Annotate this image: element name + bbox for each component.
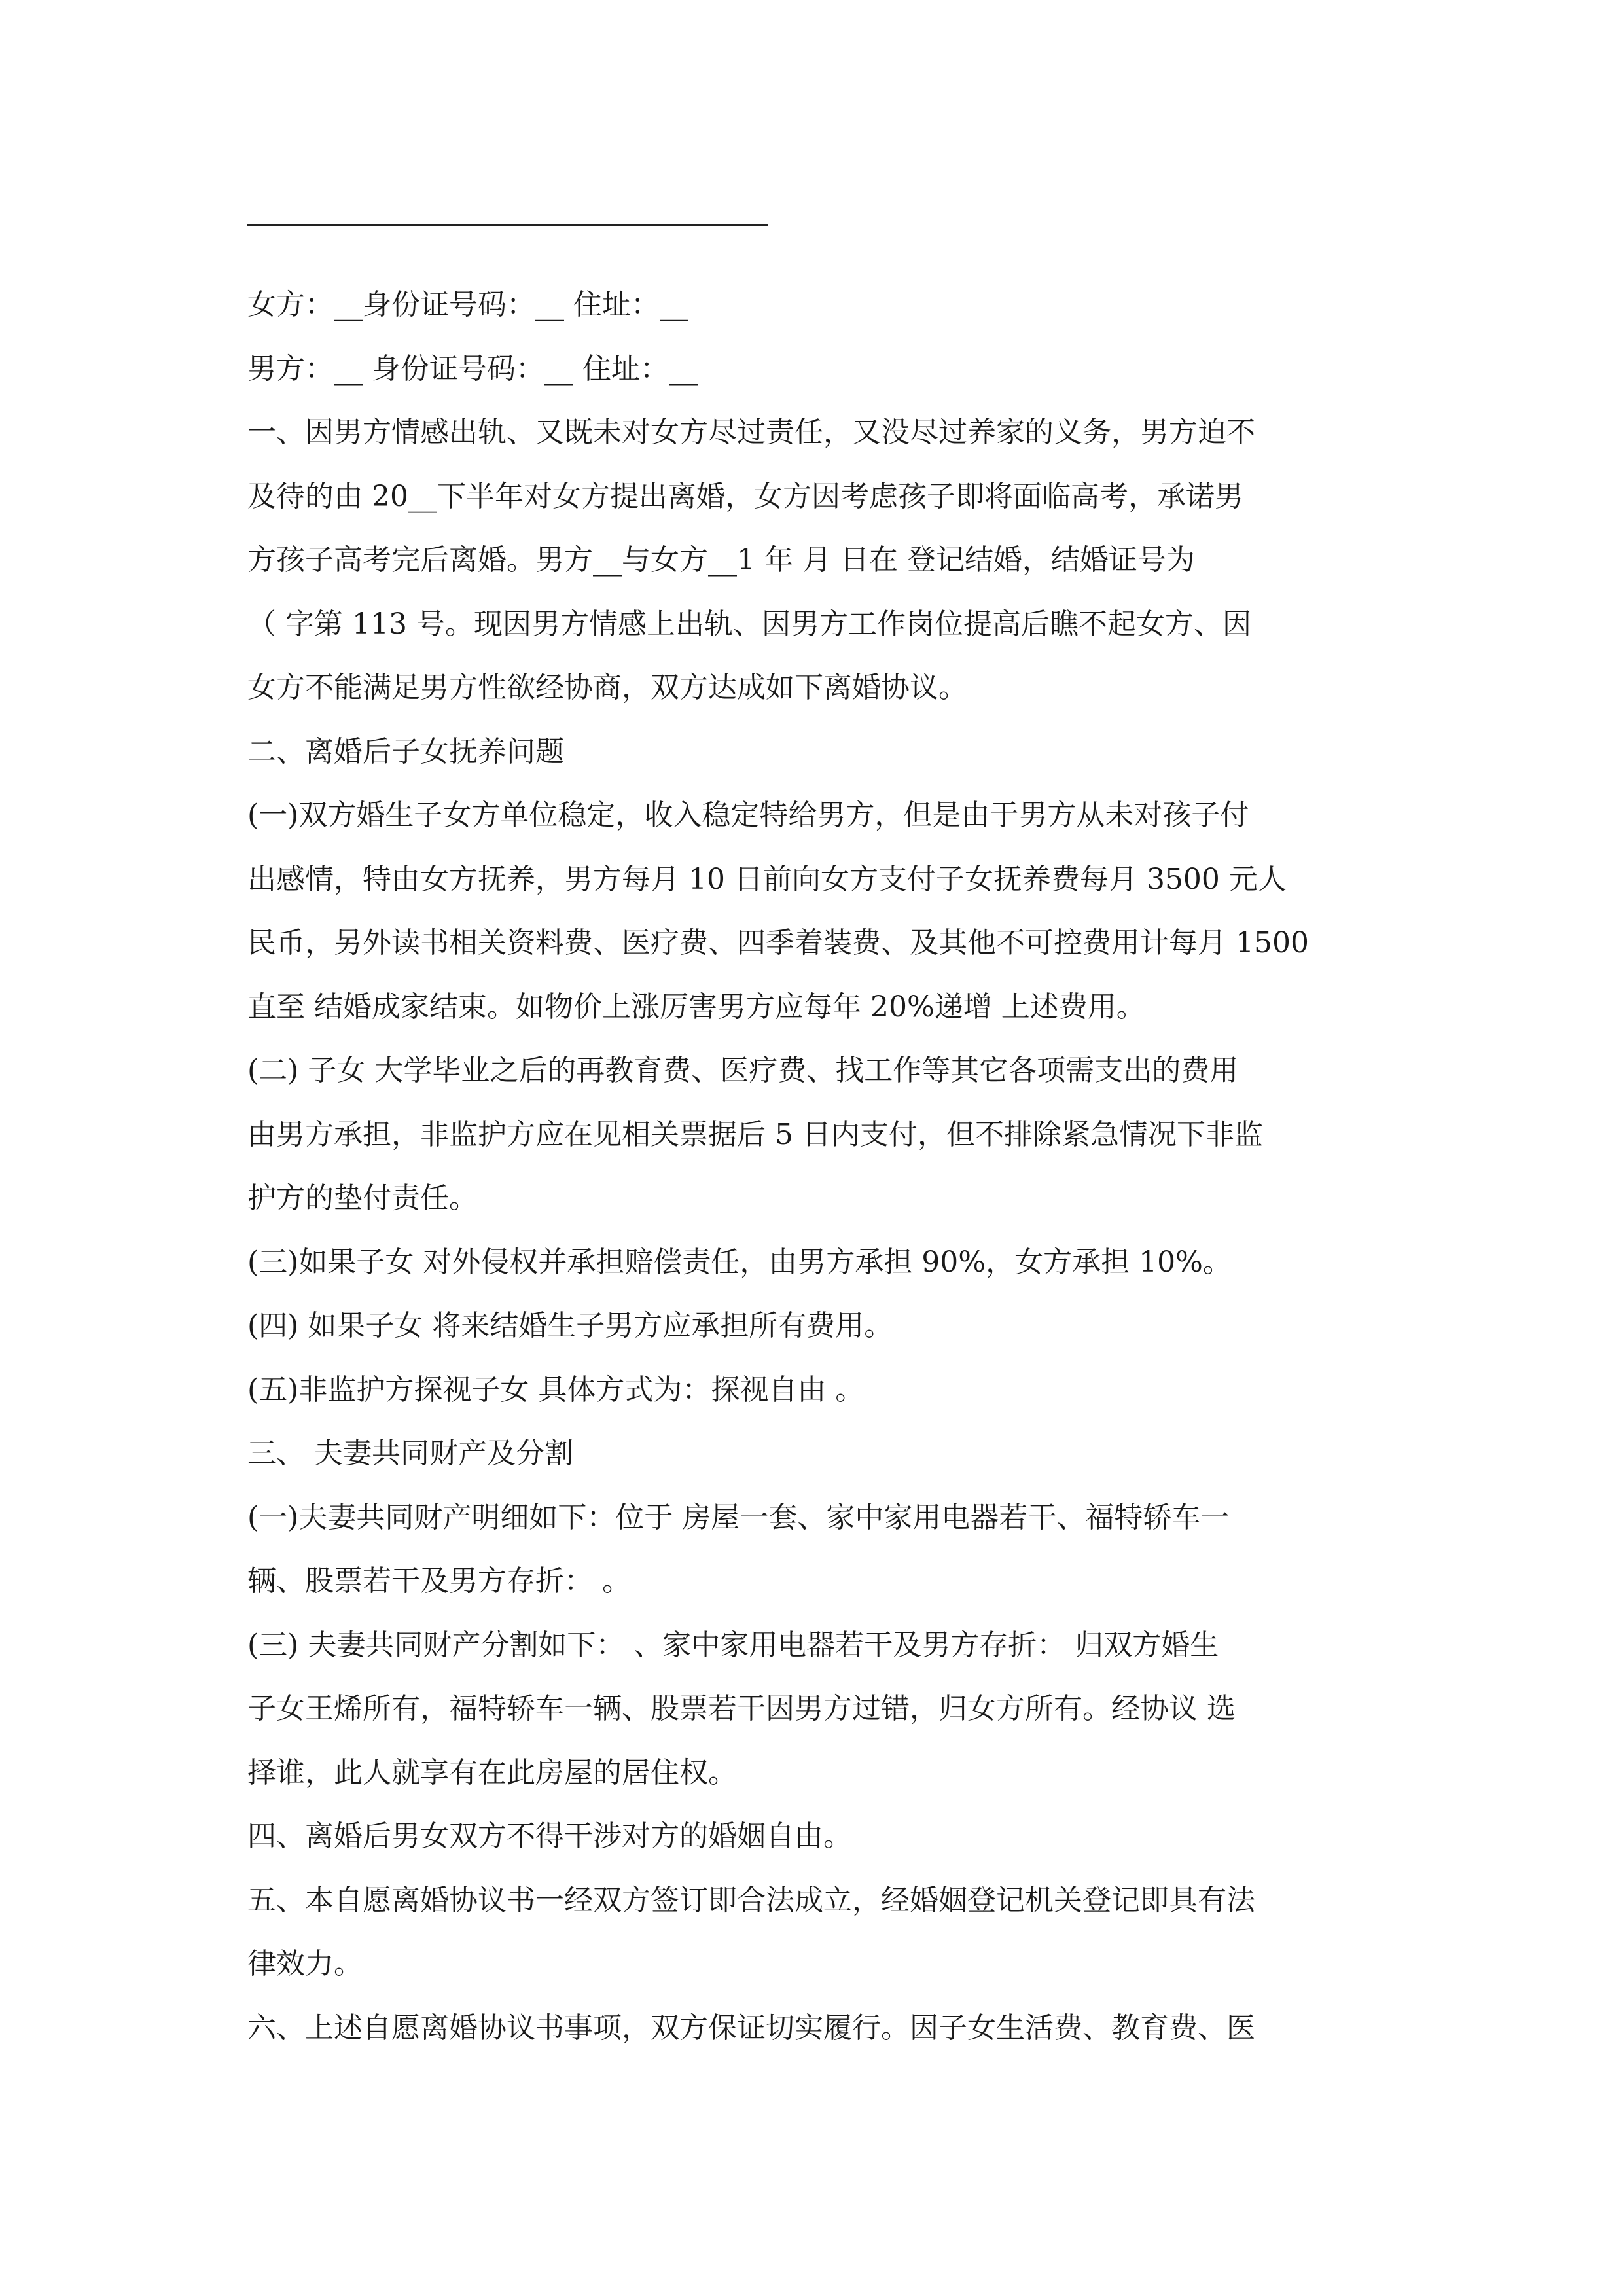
party-female-line: 女方：__身份证号码：__ 住址：__ [247, 288, 688, 321]
paragraph-line: 六、上述自愿离婚协议书事项，双方保证切实履行。因子女生活费、教育费、医 [247, 2011, 1255, 2045]
paragraph-line: 女方不能满足男方性欲经协商，双方达成如下离婚协议。 [247, 671, 967, 704]
paragraph-line: 直至 结婚成家结束。如物价上涨厉害男方应每年 20%递增 上述费用。 [247, 990, 1145, 1024]
top-rule [247, 224, 768, 226]
section-heading: 三、 夫妻共同财产及分割 [247, 1437, 573, 1470]
paragraph-line: 辆、股票若干及男方存折： 。 [247, 1564, 631, 1598]
paragraph-line: (一)夫妻共同财产明细如下：位于 房屋一套、家中家用电器若干、福特轿车一 [247, 1500, 1230, 1534]
paragraph-line: (三)如果子女 对外侵权并承担赔偿责任，由男方承担 90%，女方承担 10%。 [247, 1245, 1232, 1279]
section-heading: 四、离婚后男女双方不得干涉对方的婚姻自由。 [247, 1820, 852, 1853]
paragraph-line: 由男方承担，非监护方应在见相关票据后 5 日内支付，但不排除紧急情况下非监 [247, 1117, 1263, 1151]
paragraph-line: (三) 夫妻共同财产分割如下： 、家中家用电器若干及男方存折： 归双方婚生 [247, 1628, 1219, 1662]
paragraph-line: (四) 如果子女 将来结婚生子男方应承担所有费用。 [247, 1309, 893, 1342]
paragraph-line: 五、本自愿离婚协议书一经双方签订即合法成立，经婚姻登记机关登记即具有法 [247, 1883, 1255, 1917]
paragraph-line: (二) 子女 大学毕业之后的再教育费、医疗费、找工作等其它各项需支出的费用 [247, 1054, 1239, 1087]
paragraph-line: 择谁，此人就享有在此房屋的居住权。 [247, 1755, 737, 1789]
paragraph-line: （ 字第 113 号。现因男方情感上出轨、因男方工作岗位提高后瞧不起女方、因 [247, 607, 1251, 641]
paragraph-line: 及待的由 20__下半年对女方提出离婚，女方因考虑孩子即将面临高考，承诺男 [247, 479, 1243, 513]
paragraph-line: 方孩子高考完后离婚。男方__与女方__1 年 月 日在 登记结婚，结婚证号为 [247, 543, 1195, 577]
party-male-line: 男方：__ 身份证号码：__ 住址：__ [247, 351, 698, 386]
section-heading: 二、离婚后子女抚养问题 [247, 734, 564, 768]
paragraph-line: (一)双方婚生子女方单位稳定，收入稳定特给男方，但是由于男方从未对孩子付 [247, 798, 1249, 832]
paragraph-line: 出感情，特由女方抚养，男方每月 10 日前向女方支付子女抚养费每月 3500 元人 [247, 862, 1287, 896]
paragraph-line: 子女王烯所有，福特轿车一辆、股票若干因男方过错，归女方所有。经协议 选 [247, 1692, 1236, 1725]
paragraph-line: 律效力。 [247, 1947, 363, 1981]
paragraph-line: 民币，另外读书相关资料费、医疗费、四季着装费、及其他不可控费用计每月 1500 [247, 926, 1309, 960]
paragraph-line: (五)非监护方探视子女 具体方式为：探视自由 。 [247, 1372, 865, 1407]
paragraph-line: 护方的垫付责任。 [247, 1181, 478, 1215]
paragraph-line: 一、因男方情感出轨、又既未对女方尽过责任，又没尽过养家的义务，男方迫不 [247, 416, 1255, 449]
document-body [247, 190, 1380, 2060]
